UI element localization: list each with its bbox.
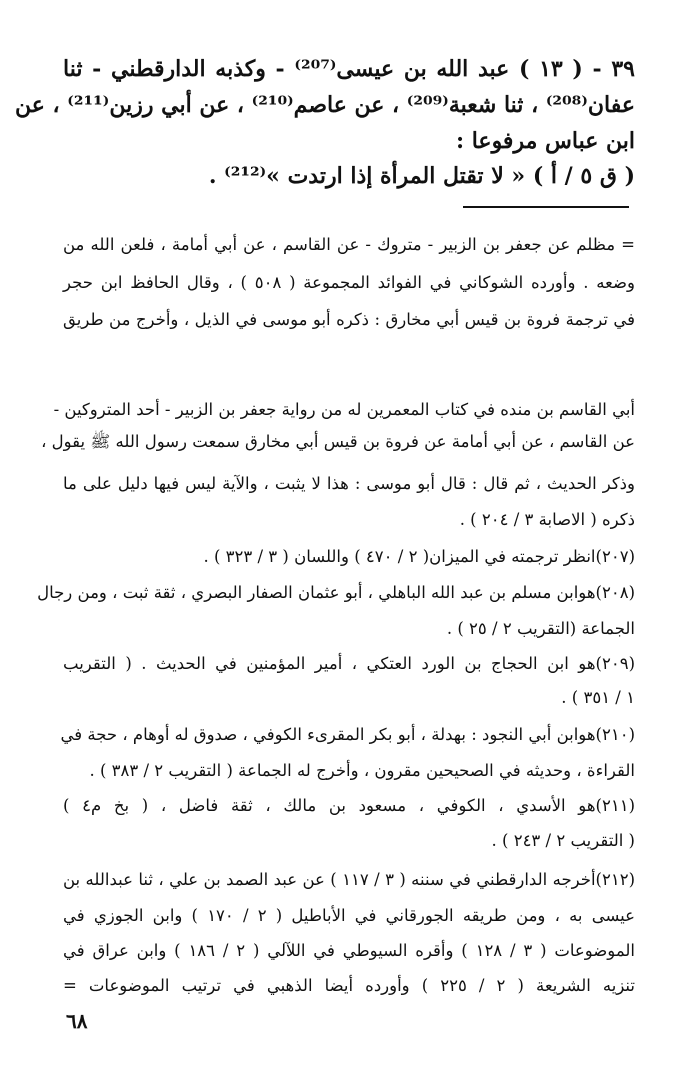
footnote-209: (٢٠٩)هو ابن الحجاج بن الورد العتكي ، أمير المؤمنين في الحديث . ( التقريب bbox=[63, 654, 635, 673]
footnote-208-cont: الجماعة (التقريب ٢ / ٢٥ ) . bbox=[446, 619, 635, 638]
continued-note-line: وضعه . وأورده الشوكاني في الفوائد المجموعة ( ٥٠٨ ) ، وقال الحافظ ابن حجر bbox=[63, 273, 635, 292]
footnote-209-cont: ١ / ٣٥١ ) . bbox=[561, 688, 635, 707]
continued-note-line: أبي القاسم بن منده في كتاب المعمرين له من رواية جعفر بن الزبير - أحد المتروكين - bbox=[53, 400, 635, 419]
page-number: ٦٨ bbox=[66, 1009, 88, 1033]
continued-note-line: عن القاسم ، عن أبي أمامة عن فروة بن قيس أبي مخارق سمعت رسول الله ﷺ يقول ، bbox=[41, 432, 635, 451]
footnote-208: (٢٠٨)هوابن مسلم بن عبد الله الباهلي ، أبو عثمان الصفار البصري ، ثقة ثبت ، ومن رجال bbox=[37, 583, 635, 602]
footnote-212-cont: الموضوعات ( ٣ / ١٢٨ ) وأقره السيوطي في اللآلي ( ٢ / ١٨٦ ) وابن عراق في bbox=[63, 941, 635, 960]
footnote-212-cont: تنزيه الشريعة ( ٢ / ٢٢٥ ) وأورده أيضا الذهبي في ترتيب الموضوعات = bbox=[63, 976, 635, 995]
continued-note-line: = مظلم عن جعفر بن الزبير - متروك - عن القاسم ، عن أبي أمامة ، فلعن الله من bbox=[63, 235, 635, 254]
footnote-211: (٢١١)هو الأسدي ، الكوفي ، مسعود بن مالك ، ثقة فاضل ، ( بخ م٤ ) bbox=[63, 796, 635, 815]
main-text-line: ابن عباس مرفوعا : bbox=[455, 128, 635, 154]
main-text-line: ٣٩ - ( ١٣ ) عبد الله بن عيسى⁽²⁰⁷⁾ - وكذبه الدارقطني - ثنا bbox=[63, 56, 635, 82]
footnote-210: (٢١٠)هوابن أبي النجود : بهدلة ، أبو بكر المقرىء الكوفي ، صدوق له أوهام ، حجة في bbox=[60, 725, 635, 744]
main-text-line: ( ق ٥ / أ ) « لا تقتل المرأة إذا ارتدت »⁽²¹²⁾ . bbox=[208, 163, 635, 189]
continued-note-line: في ترجمة فروة بن قيس أبي مخارق : ذكره أبو موسى في الذيل ، وأخرج من طريق bbox=[63, 310, 635, 329]
footnote-211-cont: ( التقريب ٢ / ٢٤٣ ) . bbox=[491, 831, 635, 850]
continued-note-line: وذكر الحديث ، ثم قال : قال أبو موسى : هذا لا يثبت ، والآية ليس فيها دليل على ما bbox=[63, 474, 635, 493]
footnote-separator bbox=[463, 206, 629, 208]
footnote-212-cont: عيسى به ، ومن طريقه الجورقاني في الأباطيل ( ٢ / ١٧٠ ) وابن الجوزي في bbox=[63, 906, 635, 925]
footnote-207: (٢٠٧)انظر ترجمته في الميزان( ٢ / ٤٧٠ ) واللسان ( ٣ / ٣٢٣ ) . bbox=[203, 547, 635, 566]
footnote-210-cont: القراءة ، وحديثه في الصحيحين مقرون ، وأخرج له الجماعة ( التقريب ٢ / ٣٨٣ ) . bbox=[89, 761, 635, 780]
main-text-line: عفان⁽²⁰⁸⁾ ، ثنا شعبة⁽²⁰⁹⁾ ، عن عاصم⁽²¹⁰⁾ ، عن أبي رزين⁽²¹¹⁾ ، عن bbox=[15, 92, 635, 118]
continued-note-line: ذكره ( الاصابة ٣ / ٢٠٤ ) . bbox=[459, 510, 635, 529]
footnote-212: (٢١٢)أخرجه الدارقطني في سننه ( ٣ / ١١٧ ) عن عبد الصمد بن علي ، ثنا عبدالله بن bbox=[63, 870, 636, 889]
